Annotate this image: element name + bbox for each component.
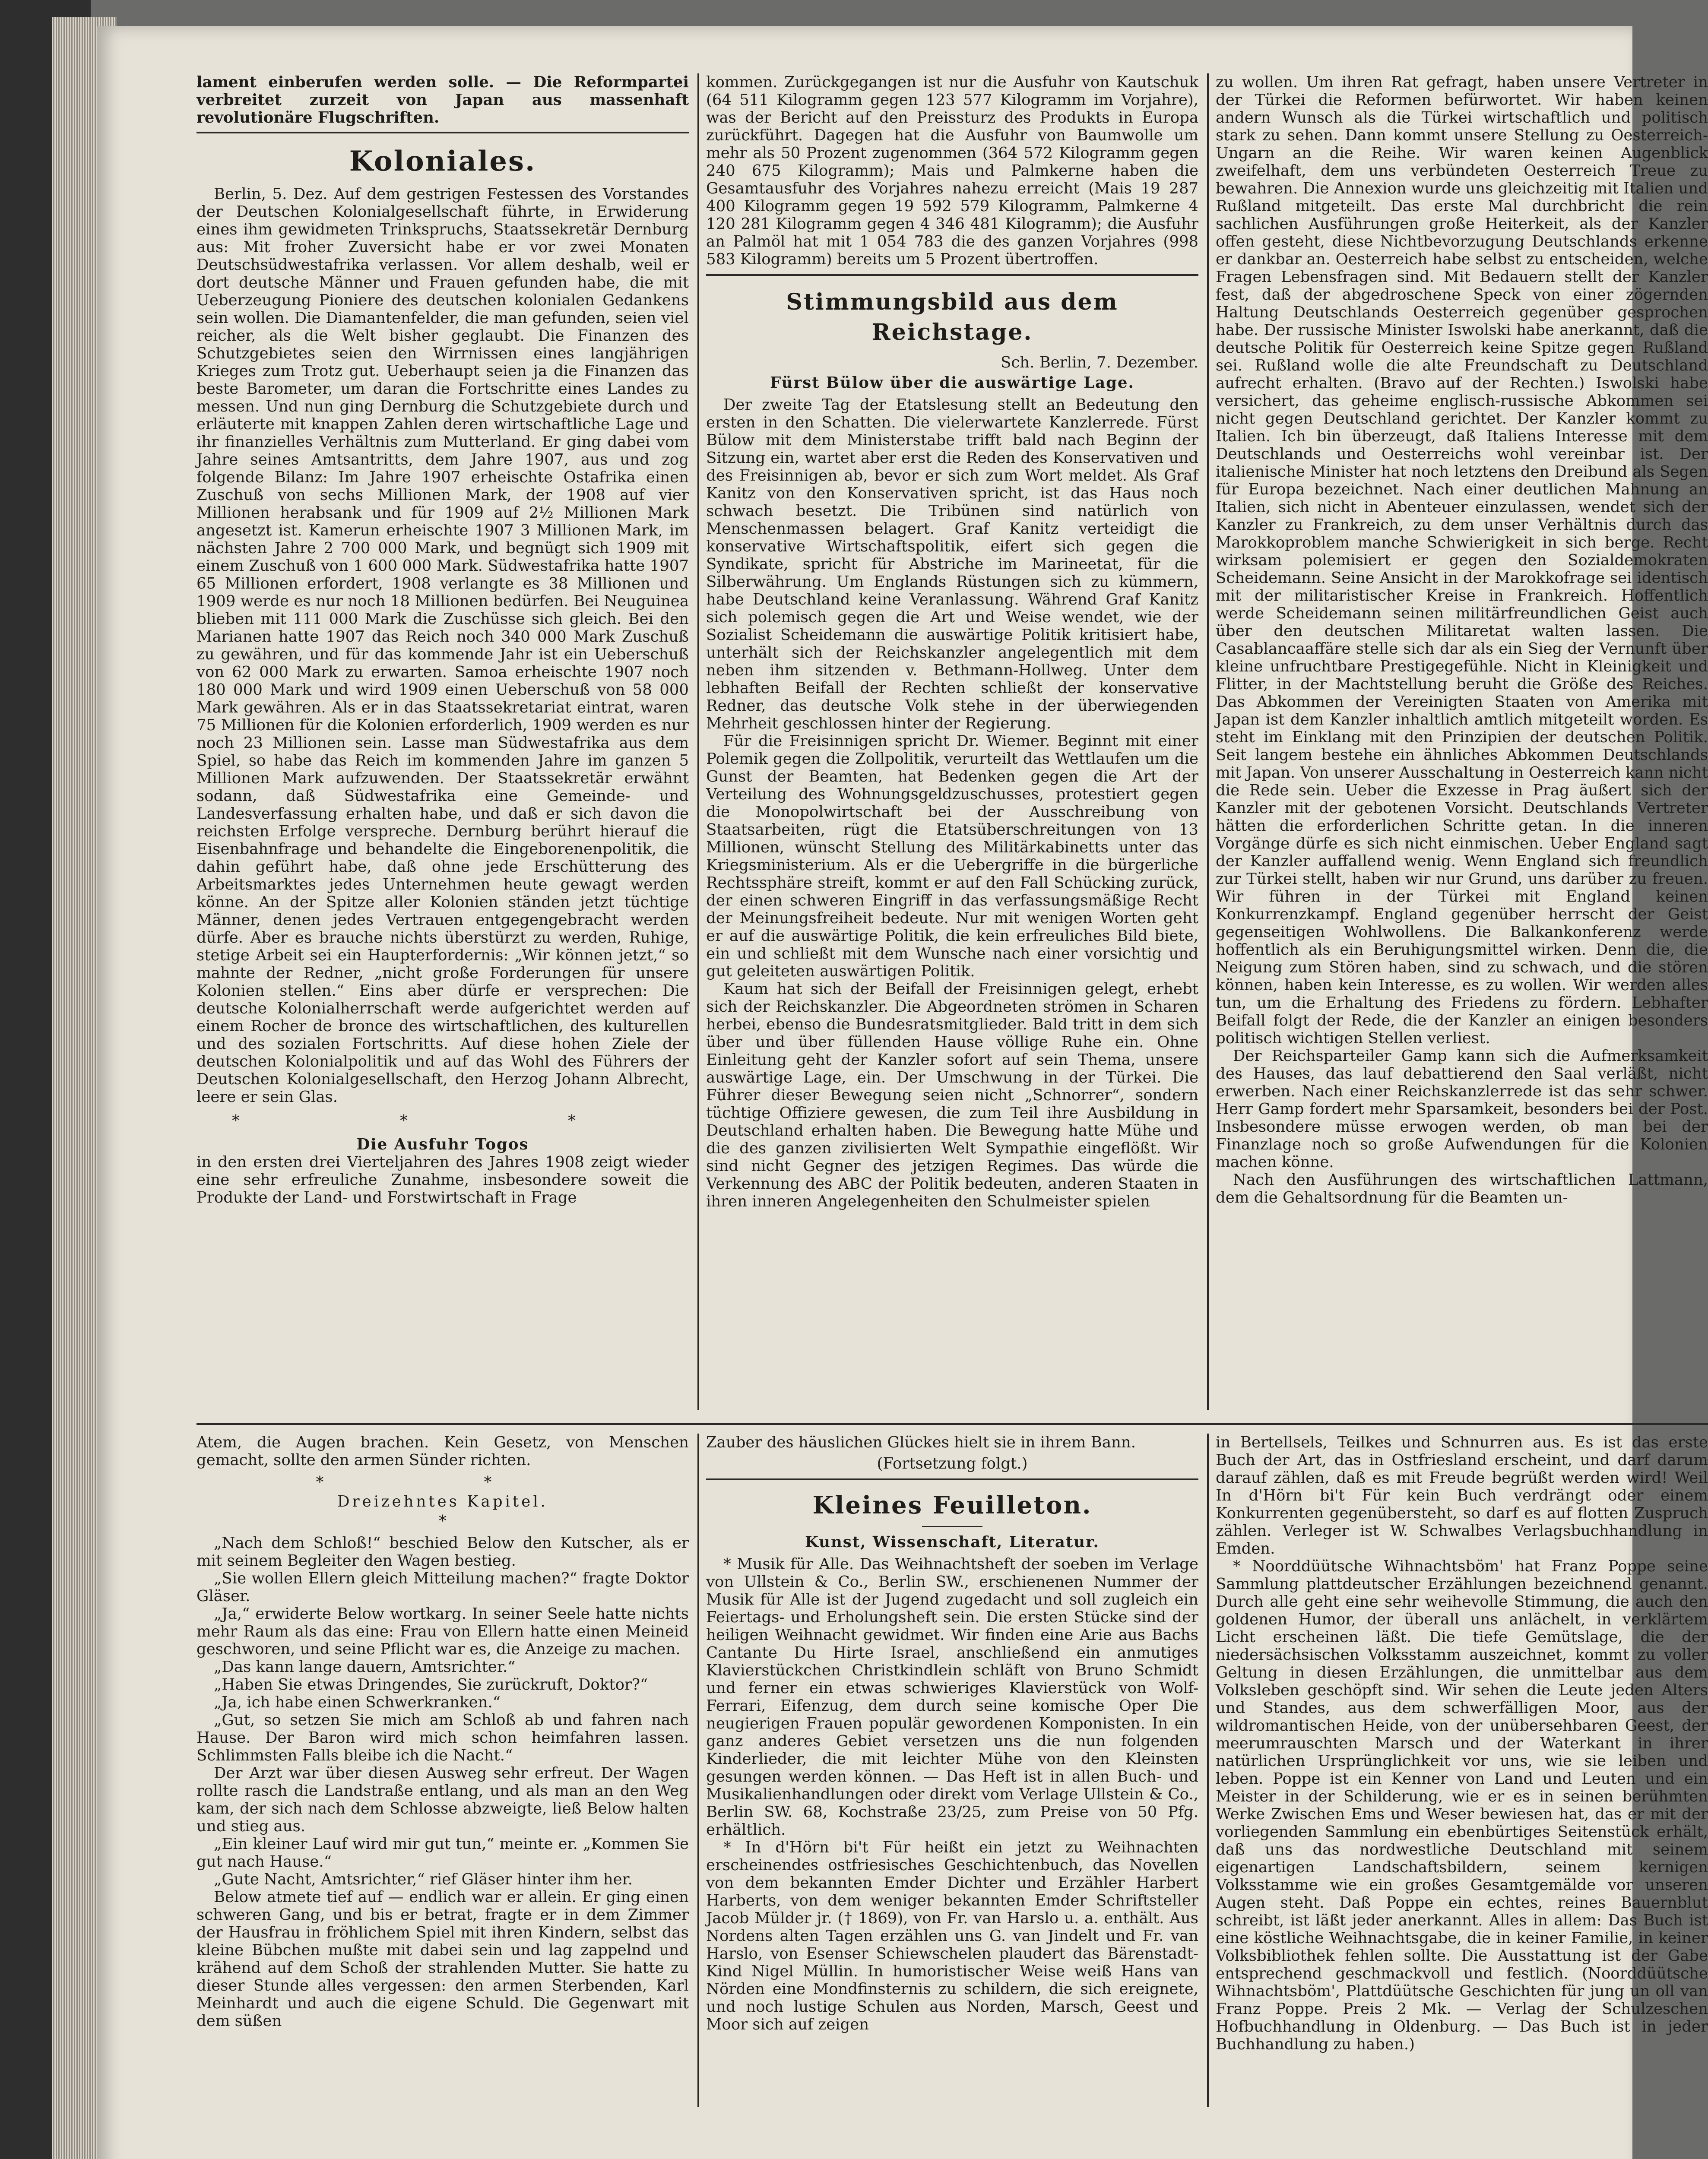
article-body: kommen. Zurückgegangen ist nur die Ausfuhr von Kautschuk (64 511 Kilogramm gegen 123 577 Kilogramm im Vorjahre), was der Bericht auf den Preissturz des Produkts in Europa zurückführt. Dagegen hat die Ausfuhr von Baumwolle um mehr als 50 Prozent zugenommen (364 572 Kilogramm gegen 240 675 Kilogramm); Mais und Palmkerne haben die Gesamtausfuhr des Vorjahres nahezu erreicht (Mais 19 287 400 Kilogramm gegen 19 592 579 Kilogramm, Palmkerne 4 120 281 Kilogramm gegen 4 346 481 Kilogramm); die Ausfuhr an Palmöl hat mit 1 054 783 die des ganzen Vorjahres (998 583 Kilogramm) bereits um 5 Prozent übertroffen. bbox=[706, 73, 1198, 268]
feuilleton-subheading: Kunst, Wissenschaft, Literatur. bbox=[805, 1533, 1100, 1551]
novel-paragraph: Der Arzt war über diesen Ausweg sehr erfreut. Der Wagen rollte rasch die Landstraße entlang, und als man an den Weg kam, der sich nach dem Schlosse abzweigte, ließ Below halten und stieg aus. bbox=[196, 1764, 689, 1835]
column-rule bbox=[1207, 1434, 1209, 2107]
novel-paragraph: „Nach dem Schloß!“ beschied Below den Kutscher, als er mit seinem Begleiter den Wagen bestieg. bbox=[196, 1534, 689, 1570]
article-body: zu wollen. Um ihren Rat gefragt, haben unsere Vertreter in der Türkei die Reformen befürwortet. Wir haben keinen andern Wunsch als die Türkei wirtschaftlich und politisch stark zu sehen. Dann kommt unsere Stellung zu Oesterreich-Ungarn an die Reihe. Wir waren keinen Augenblick zweifelhaft, dem uns verbündeten Oesterreich Treue zu bewahren. Die Annexion wurde uns gleichzeitig mit Italien und Rußland mitgeteilt. Das erste Mal durchbricht die rein sachlichen Ausführungen große Heiterkeit, als der Kanzler offen gesteht, diese Nichtbevorzugung Deutschlands erkenne er dankbar an. Oesterreich habe selbst zu entscheiden, welche Fragen Lebensfragen sind. Mit Bedauern stellt der Kanzler fest, daß der abgedroschene Speck von einer zögernden Haltung Deutschlands Oesterreich gegenüber gesprochen habe. Der russische Minister Iswolski habe anerkannt, daß die deutsche Politik für Oesterreich keine Spitze gegen Rußland sei. Rußland wolle die alte Freundschaft zu Deutschland aufrecht erhalten. (Bravo auf der Rechten.) Iswolski habe versichert, das geheime englisch-russische Abkommen sei nicht gegen Deutschland gerichtet. Der Kanzler kommt zu Italien. Ich bin überzeugt, daß Italiens Interesse mit dem Deutschlands und Oesterreichs wohl vereinbar ist. Der italienische Minister hat noch letztens den Dreibund als Segen für Europa bezeichnet. Nach einer deutlichen Mahnung an Italien, sich nicht in Abenteuer einzulassen, wendet sich der Kanzler zu Frankreich, zu dem unser Verhältnis durch das Marokkoproblem manche Schwierigkeit in sich berge. Recht wirksam polemisiert er gegen den Sozialdemokraten Scheidemann. Seine Ansicht in der Marokkofrage sei identisch mit der militaristischer Kreise in Frankreich. Hoffentlich werde Scheidemann seinen militärfreundlichen Geist auch über den deutschen Militaretat walten lassen. Die Casablancaaffäre stelle sich dar als ein Sieg der Vernunft über kleine unfruchtbare Prestigegefühle. Nicht in Kleinigkeit und Flitter, in der Machtstellung beruht die Größe des Reiches. Das Abkommen der Vereinigten Staaten von Amerika mit Japan ist dem Kanzler inhaltlich amtlich mitgeteilt worden. Es steht im Einklang mit den Prinzipien der deutschen Politik. Seit langem bestehe ein ähnliches Abkommen Deutschlands mit Japan. Von unserer Ausschaltung in Oesterreich kann nicht die Rede sein. Ueber die Exzesse in Prag äußert sich der Kanzler mit der gebotenen Vorsicht. Deutschlands Vertreter hätten die erforderlichen Schritte getan. In die inneren Vorgänge dürfe es sich nicht einmischen. Ueber England sagt der Kanzler auffallend wenig. Wenn England sich freundlich zur Türkei stellt, haben wir nur Grund, uns darüber zu freuen. Wir führen in der Türkei mit England keinen Konkurrenzkampf. England gegenüber herrscht der Geist gegenseitigen Wohlwollens. Die Balkankonferenz werde hoffentlich als ein Beruhigungsmittel wirken. Denn die, die Neigung zum Stören haben, sind zu schwach, und die stören können, haben kein Interesse, es zu wollen. Wir werden alles tun, um die Erhaltung des Friedens zu fördern. Lebhafter Beifall folgt der Rede, die der Kanzler an einigen besonders politisch wichtigen Stellen verliest. bbox=[1216, 73, 1708, 1047]
bottom-column-3 bbox=[1216, 1434, 1708, 2053]
section-divider bbox=[196, 132, 689, 133]
dateline: Sch. Berlin, 7. Dezember. bbox=[1001, 354, 1198, 371]
novel-paragraph: „Gut, so setzen Sie mich am Schloß ab und fahren nach Hause. Der Baron wird mich schon heimfahren lassen. Schlimmsten Falls bleibe ich die Nacht.“ bbox=[196, 1711, 689, 1764]
chapter-heading: Dreizehntes Kapitel. bbox=[337, 1493, 548, 1510]
novel-paragraph: „Ja, ich habe einen Schwerkranken.“ bbox=[214, 1694, 501, 1711]
ornament-rule bbox=[922, 1526, 982, 1527]
section-rule bbox=[196, 1423, 1708, 1425]
novel-paragraph: „Sie wollen Ellern gleich Mitteilung machen?“ fragte Doktor Gläser. bbox=[196, 1570, 689, 1605]
separator-stars: * bbox=[439, 1512, 447, 1530]
feuilleton-heading: Kleines Feuilleton. bbox=[812, 1491, 1092, 1520]
column-intro: lament einberufen werden solle. — Die Reformpartei verbreitet zurzeit von Japan aus massenhaft revolutionäre Flugschriften. bbox=[196, 73, 689, 127]
feuilleton-paragraph: in Bertellsels, Teilkes und Schnurren aus. Es ist das erste Buch der Art, das in Ostfriesland erscheint, und darf darum darauf zählen, daß es mit Freude begrüßt werden wird! Weil In d'Hörn bi't Für kein Buch verdrängt oder einem Konkurrenten gegenübersteht, so darf es auf flotten Zuspruch zählen. Verleger ist W. Schwalbes Verlagsbuchhandlung in Emden. bbox=[1216, 1434, 1708, 1558]
novel-paragraph: „Haben Sie etwas Dringendes, Sie zurückruft, Doktor?“ bbox=[214, 1676, 648, 1694]
top-column-2 bbox=[706, 73, 1198, 1210]
separator-stars: * * bbox=[316, 1473, 570, 1491]
feuilleton-paragraph: * Musik für Alle. Das Weihnachtsheft der soeben im Verlage von Ullstein & Co., Berlin SW., erschienenen Nummer der Musik für Alle ist der Jugend zugedacht und soll zugleich ein Feiertags- und Erholungsheft sein. Die ersten Stücke sind der heiligen Weihnacht gewidmet. Wir finden eine Arie aus Bachs Cantante Du Hirte Israel, anschließend ein anmutiges Klavierstückchen Christkindlein schläft von Bruno Schmidt und ferner ein etwas schwieriges Klavierstück von Wolf-Ferrari, Eifenzug, dem durch seine komische Oper Die neugierigen Frauen populär gewordenen Komponisten. In ein ganz anderes Gebiet versetzen uns die nun folgenden Kinderlieder, die mit leichter Mühe von den Kleinsten gesungen werden können. — Das Heft ist in allen Buch- und Musikalienhandlungen oder direkt vom Verlage Ullstein & Co., Berlin SW. 68, Kochstraße 23/25, zum Preise von 50 Pfg. erhältlich. bbox=[706, 1555, 1198, 1839]
subheading-togo: Die Ausfuhr Togos bbox=[356, 1136, 529, 1153]
column-rule bbox=[697, 1434, 699, 2107]
novel-paragraph: „Ein kleiner Lauf wird mir gut tun,“ meinte er. „Kommen Sie gut nach Hause.“ bbox=[196, 1835, 689, 1871]
section-divider bbox=[706, 274, 1198, 276]
novel-text: Zauber des häuslichen Glückes hielt sie in ihrem Bann. bbox=[706, 1434, 1136, 1451]
continuation-note: (Fortsetzung folgt.) bbox=[877, 1455, 1028, 1472]
feuilleton-paragraph: * In d'Hörn bi't Für heißt ein jetzt zu Weihnachten erscheinendes ostfriesisches Geschichtenbuch, das Novellen von dem bekannten Emder Dichter und Erzähler Harbert Harberts, von dem weniger bekannten Emder Schriftsteller Jacob Mülder jr. († 1869), von Fr. van Harslo u. a. enthält. Aus Nordens alten Tagen erzählen uns G. van Jindelt und Fr. van Harslo, von Esenser Schiewschelen plaudert das Bärenstadt-Kind Nigel Müllin. In humoristischer Weise weiß Hans van Nörden eine Mondfinsternis zu schildern, die sich ereignete, und noch lustige Schulen aus Norden, Marsch, Geest und Moor sich auf zeigen bbox=[706, 1839, 1198, 2033]
section-divider bbox=[706, 1478, 1198, 1480]
novel-paragraph: „Gute Nacht, Amtsrichter,“ rief Gläser hinter ihm her. bbox=[214, 1871, 633, 1888]
column-rule bbox=[697, 73, 699, 1410]
section-heading-reichstag: Stimmungsbild aus dem Reichstage. bbox=[786, 289, 1119, 345]
bottom-column-1 bbox=[196, 1434, 689, 2030]
article-body: Der Reichsparteiler Gamp kann sich die Aufmerksamkeit des Hauses, das lauf debattierend den Saal verläßt, nicht erwerben. Nach einer Reichskanzlerrede ist das sehr schwer. Herr Gamp fordert mehr Sparsamkeit, besonders bei der Post. Insbesondere müsse erwogen werden, ob man bei der Finanzlage noch so große Aufwendungen für die Kolonien machen könne. bbox=[1216, 1047, 1708, 1171]
top-column-3 bbox=[1216, 73, 1708, 1206]
article-body: Der zweite Tag der Etatslesung stellt an Bedeutung den ersten in den Schatten. Die vielerwartete Kanzlerrede. Fürst Bülow mit dem Ministerstabe trifft bald nach Beginn der Sitzung ein, wartet aber erst die Reden des Konservativen und des Freisinnigen ab, bevor er sich zum Wort meldet. Als Graf Kanitz von den Konservativen spricht, ist das Haus noch schwach besetzt. Die Tribünen sind natürlich von Menschenmassen belagert. Graf Kanitz verteidigt die konservative Wirtschaftspolitik, eifert sich gegen die Syndikate, spricht für Abstriche im Marineetat, für die Silberwährung. Um Englands Rüstungen sich zu kümmern, habe Deutschland keine Veranlassung. Während Graf Kanitz sich polemisch gegen die Art und Weise wendet, wie der Sozialist Scheidemann die auswärtige Politik kritisiert habe, unterhält sich der Reichskanzler angelegentlich mit dem neben ihm sitzenden v. Bethmann-Hollweg. Unter dem lebhaften Beifall der Rechten schließt der konservative Redner, das deutsche Volk stehe in der überwiegenden Mehrheit geschlossen hinter der Regierung. bbox=[706, 396, 1198, 732]
separator-stars: * * * bbox=[232, 1112, 653, 1130]
subheading-buelow: Fürst Bülow über die auswärtige Lage. bbox=[770, 374, 1134, 392]
bottom-column-2 bbox=[706, 1434, 1198, 2033]
article-body: in den ersten drei Vierteljahren des Jahres 1908 zeigt wieder eine sehr erfreuliche Zunahme, insbesondere soweit die Produkte der Land- und Forstwirtschaft in Frage bbox=[196, 1153, 689, 1206]
column-rule bbox=[1207, 73, 1209, 1410]
article-body: Nach den Ausführungen des wirtschaftlichen Lattmann, dem die Gehaltsordnung für die Beamten un- bbox=[1216, 1171, 1708, 1206]
article-body: Berlin, 5. Dez. Auf dem gestrigen Festessen des Vorstandes der Deutschen Kolonialgesellschaft führte, in Erwiderung eines ihm gewidmeten Trinkspruchs, Staatssekretär Dernburg aus: Mit froher Zuversicht habe er vor zwei Monaten Deutschsüdwestafrika verlassen. Vor allem deshalb, weil er dort deutsche Männer und Frauen gefunden habe, die mit Ueberzeugung Pioniere des deutschen kolonialen Gedankens sein wollen. Die Diamantenfelder, die man gefunden, seien viel reicher, als die Welt bisher geglaubt. Die Finanzen des Schutzgebietes seien den Wirrnissen eines langjährigen Krieges zum Trotz gut. Ueberhaupt seien ja die Finanzen das beste Barometer, um daran die Fortschritte eines Landes zu messen. Und nun ging Dernburg die Schutzgebiete durch und erläuterte mit knappen Zahlen deren wirtschaftliche Lage und ihr finanzielles Verhältnis zum Mutterland. Er ging dabei vom Jahre seines Amtsantritts, dem Jahre 1907, aus und zog folgende Bilanz: Im Jahre 1907 erheischte Ostafrika einen Zuschuß von sechs Millionen Mark, der 1908 auf vier Millionen herabsank und für 1909 auf 2½ Millionen Mark angesetzt ist. Kamerun erheischte 1907 3 Millionen Mark, im nächsten Jahre 2 700 000 Mark, und begnügt sich 1909 mit einem Zuschuß von 1 600 000 Mark. Südwestafrika hatte 1907 65 Millionen erfordert, 1908 verlangte es 38 Millionen und 1909 werde es nur noch 18 Millionen bedürfen. Bei Neuguinea blieben mit 111 000 Mark die Zuschüsse sich gleich. Bei den Marianen hatte 1907 das Reich noch 340 000 Mark Zuschuß zu gewähren, und für das kommende Jahr ist ein Ueberschuß von 62 000 Mark zu erwarten. Samoa erheischte 1907 noch 180 000 Mark und wird 1909 einen Ueberschuß von 58 000 Mark gewähren. Als er in das Staatssekretariat eintrat, waren 75 Millionen für die Kolonien erforderlich, 1909 werden es nur noch 23 Millionen sein. Lasse man Südwestafrika aus dem Spiel, so habe das Reich im kommenden Jahre im ganzen 5 Millionen Mark aufzuwenden. Der Staatssekretär erwähnt sodann, daß Südwestafrika eine Gemeinde- und Landesverfassung erhalten habe, und daß er sich davon die reichsten Erfolge verspreche. Dernburg berührt hierauf die Eisenbahnfrage und behandelte die Eingeborenenpolitik, die dahin geführt habe, daß ohne jede Erschütterung des Arbeitsmarktes jedes Unternehmen heute gewagt werden könne. An der Spitze aller Kolonien ständen jetzt tüchtige Männer, denen jedes Vertrauen entgegengebracht werden dürfe. Aber es brauche nichts überstürzt zu werden, Ruhige, stetige Arbeit sei ein Haupterfordernis: „Wir können jetzt,“ so mahnte der Redner, „nicht große Forderungen für unsere Kolonien stellen.“ Eins aber dürfe er versprechen: Die deutsche Kolonialherrschaft werde aufgerichtet werden auf einem Rocher de bronce des wirtschaftlichen, des kulturellen und des sozialen Fortschritts. Auf diese hohen Ziele der deutschen Kolonialpolitik und auf das Wohl des Führers der Deutschen Kolonialgesellschaft, den Herzog Johann Albrecht, leere er sein Glas. bbox=[196, 185, 689, 1106]
novel-text: Atem, die Augen brachen. Kein Gesetz, von Menschen gemacht, sollte den armen Sünder richten. bbox=[196, 1434, 689, 1469]
article-body: Für die Freisinnigen spricht Dr. Wiemer. Beginnt mit einer Polemik gegen die Zollpolitik, verurteilt das Wettlaufen um die Gunst der Beamten, hat Bedenken gegen die Art der Verteilung des Wohnungsgeldzuschusses, protestiert gegen die Monopolwirtschaft bei der Ausschreibung von Staatsarbeiten, rügt die Etatsüberschreitungen von 13 Millionen, wünscht Stellung des Militärkabinetts unter das Kriegsministerium. Als er die Uebergriffe in die bürgerliche Rechtssphäre streift, kommt er auf den Fall Schücking zurück, der einen schweren Eingriff in das verfassungsmäßige Recht der Meinungsfreiheit bedeute. Nur mit wenigen Worten geht er auf die auswärtige Politik, die kein erfreuliches Bild biete, ein und schließt mit dem Wunsche nach einer vorsichtig und gut geleiteten auswärtigen Politik. bbox=[706, 732, 1198, 980]
newspaper-page bbox=[97, 26, 1708, 2159]
article-body: Kaum hat sich der Beifall der Freisinnigen gelegt, erhebt sich der Reichskanzler. Die Abgeordneten strömen in Scharen herbei, ebenso die Bundesratsmitglieder. Bald tritt in dem sich über und über füllenden Hause völlige Ruhe ein. Ohne Einleitung geht der Kanzler sofort auf sein Thema, unsere auswärtige Lage, ein. Der Umschwung in der Türkei. Die Führer dieser Bewegung seien nicht „Schnorrer“, sondern tüchtige Offiziere gewesen, die zum Teil ihre Ausbildung in Deutschland erhalten haben. Die Bewegung hatte Mühe und die des ganzen zivilisierten Welt Sympathie eingeflößt. Wir sind nicht Gegner des jetzigen Regimes. Das würde die Verkennung des ABC der Politik bedeuten, anderen Staaten in ihren inneren Angelegenheiten den Schulmeister spielen bbox=[706, 980, 1198, 1210]
top-column-1 bbox=[196, 73, 689, 1206]
section-heading-koloniales: Koloniales. bbox=[349, 145, 536, 177]
novel-paragraph: „Das kann lange dauern, Amtsrichter.“ bbox=[214, 1658, 516, 1676]
feuilleton-paragraph: * Noorddüütsche Wihnachtsböm' hat Franz Poppe seine Sammlung plattdeutscher Erzählungen bezeichnend genannt. Durch alle geht eine sehr weihevolle Stimmung, die auch den goldenen Humor, der überall uns anlächelt, in verklärtem Licht erscheinen läßt. Die tiefe Gemütslage, die der niedersächsischen Volksstamm auszeichnet, kommt zu voller Geltung in diesen Erzählungen, die unmittelbar aus dem Volksleben geschöpft sind. Wir sehen die Leute jeden Alters und Standes, aus dem schwerfälligen Moor, aus der wildromantischen Heide, von der unübersehbaren Geest, der meerumrauschten Marsch und der Waterkant in ihrer natürlichen Ursprünglichkeit vor uns, wie sie leiben und leben. Poppe ist ein Kenner von Land und Leuten und ein Meister in der Schilderung, wie er es in seinen berühmten Werke Zwischen Ems und Weser bewiesen hat, das er mit der vorliegenden Sammlung ein ebenbürtiges Seitenstück erhält, daß uns das nordwestliche Deutschland mit seinem eigenartigen Landschaftsbildern, seinem kernigen Volksstamme wie ein großes Gesamtgemälde vor unseren Augen steht. Daß Poppe ein echtes, reines Bauernblut schreibt, ist läßt jeder anerkannt. Alles in allem: Das Buch ist eine köstliche Weihnachtsgabe, die in keiner Familie, in keiner Volksbibliothek fehlen sollte. Die Ausstattung ist der Gabe entsprechend geschmackvoll und festlich. (Noorddüütsche Wihnachtsböm', Plattdüütsche Geschichten für jung un oll van Franz Poppe. Preis 2 Mk. — Verlag der Schulzeschen Hofbuchhandlung in Oldenburg. — Das Buch ist in jeder Buchhandlung zu haben.) bbox=[1216, 1558, 1708, 2053]
novel-paragraph: „Ja,“ erwiderte Below wortkarg. In seiner Seele hatte nichts mehr Raum als das eine: Frau von Ellern hatte einen Meineid geschworen, und seine Pflicht war es, die Anzeige zu machen. bbox=[196, 1605, 689, 1658]
novel-paragraph: Below atmete tief auf — endlich war er allein. Er ging einen schweren Gang, und bis er betrat, fragte er in dem Zimmer der Hausfrau in fröhlichem Spiel mit ihren Kindern, selbst das kleine Bübchen mußte mit dabei sein und lag zappelnd und krähend auf dem Schoß der strahlenden Mutter. Sie hatte zu dieser Stunde alles vergessen: den armen Sterbenden, Karl Meinhardt und auch die eigene Schuld. Die Gegenwart mit dem süßen bbox=[196, 1888, 689, 2030]
